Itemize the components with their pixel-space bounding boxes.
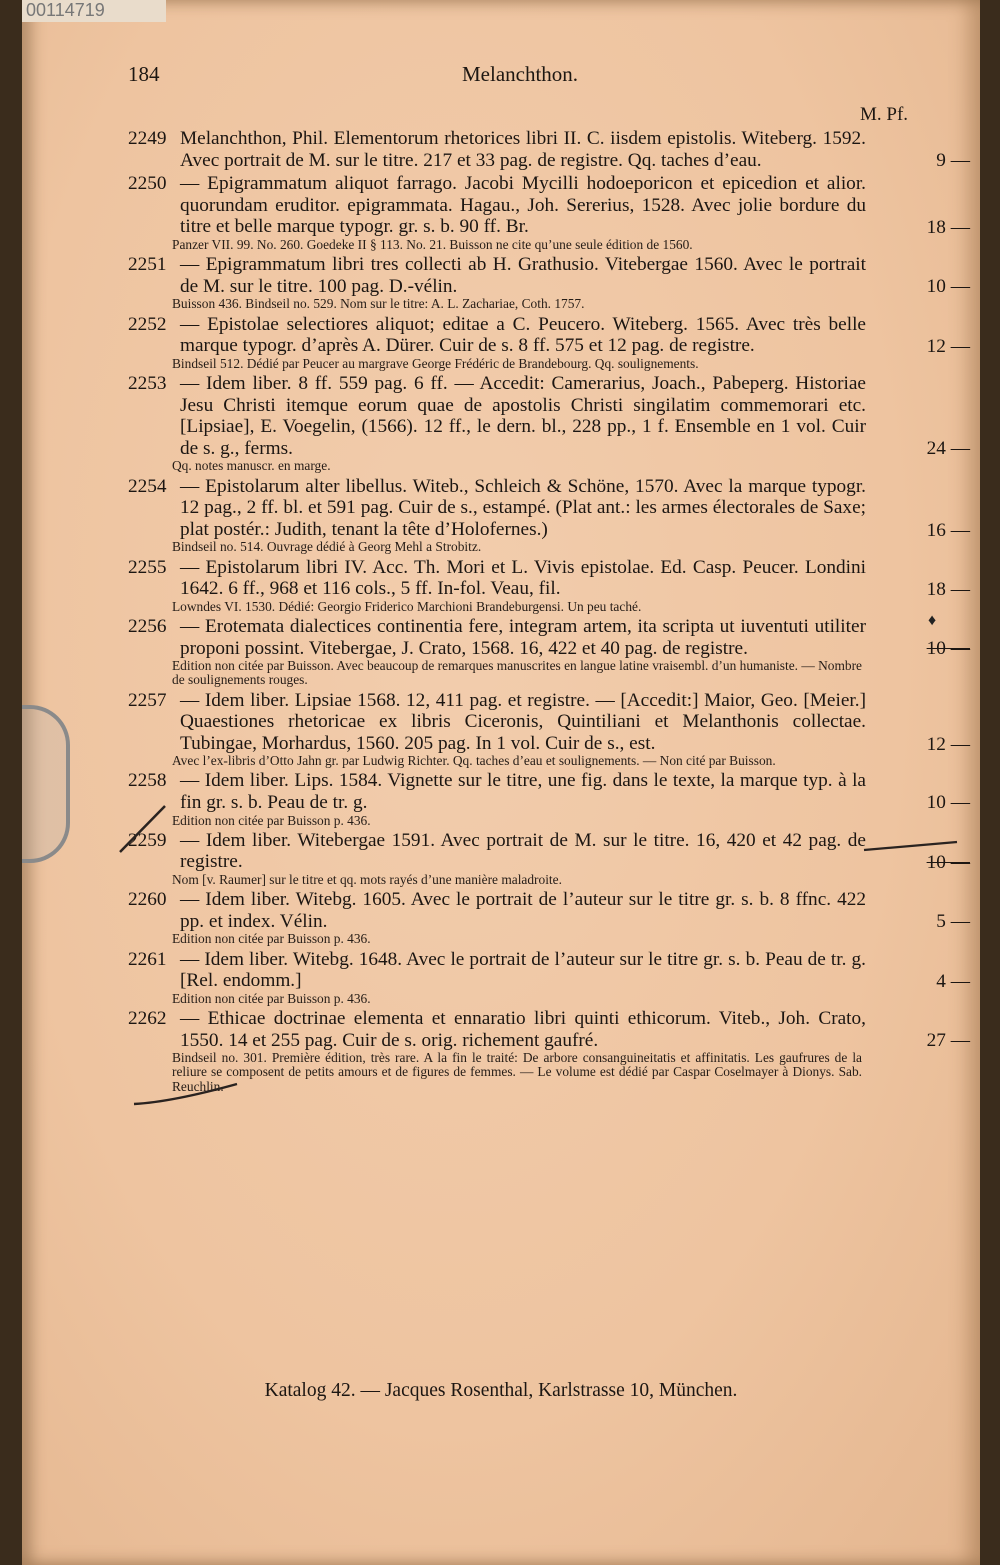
entry-price: 18 — — [926, 578, 970, 600]
entry-number: 2259 — [128, 829, 167, 851]
catalog-entry — [128, 373, 978, 474]
entry-note: Edition non citée par Buisson p. 436. — [172, 812, 371, 828]
price-column-header: M. Pf. — [860, 104, 909, 125]
entry-description: — Idem liber. Witebg. 1605. Avec le portrait de l’auteur sur le titre gr. s. b. 8 ffnc. 422 pp. et index. Vélin. — [180, 889, 866, 932]
catalog-entry — [128, 830, 978, 887]
entry-note: Bindseil no. 301. Première édition, très rare. A la fin le traité: De arbore consanguineitatis et affinitatis. Les gaufrures de la reliure se composent de petits amours et de figures de femmes. — Le volume est dédié par Caspar Coselmayer à Dionys. Sab. Reuchlin. — [172, 1050, 862, 1094]
entry-number: 2255 — [128, 556, 167, 578]
entry-note: Edition non citée par Buisson. Avec beaucoup de remarques manuscrites en langue latine vraisembl. d’un humaniste. — Nombre de soulignements rouges. — [172, 658, 862, 688]
entry-price: 4 — — [936, 970, 970, 992]
entry-note: Avec l’ex-libris d’Otto Jahn gr. par Ludwig Richter. Qq. taches d’eau et soulignements. — Non cité par Buisson. — [172, 753, 776, 769]
entry-price: 10 — — [926, 276, 970, 298]
entry-price: 5 — — [936, 911, 970, 933]
entry-description: — Idem liber. Lips. 1584. Vignette sur le titre, une fig. dans le texte, la marque typ. à la fin gr. s. b. Peau de tr. g. — [180, 770, 866, 814]
entry-price: 27 — — [926, 1030, 970, 1052]
entry-number: 2250 — [128, 173, 167, 195]
catalog-entry — [128, 1008, 978, 1094]
entry-note: Bindseil no. 514. Ouvrage dédié à Georg Mehl a Strobitz. — [172, 539, 482, 555]
entry-price: 16 — — [926, 519, 970, 541]
page-number: 184 — [128, 62, 160, 86]
catalog-footer: Katalog 42. — Jacques Rosenthal, Karlstrasse 10, München. — [264, 1380, 738, 1401]
entry-description: — Idem liber. Lipsiae 1568. 12, 411 pag. et registre. — [Accedit:] Maior, Geo. [Meier.] Quaestiones rhetoricae ex libris Ciceronis, Quintiliani et Melanthonis collectae. Tubingae, Morhardus, 1560. 205 pag. In 1 vol. Cuir de s., est. — [180, 689, 866, 754]
entry-description: — Epistolarum libri IV. Acc. Th. Mori et L. Vivis epistolae. Ed. Casp. Peucer. Londini 1642. 6 ff., 968 et 116 cols., 5 ff. In-fol. Veau, fil. — [180, 556, 866, 600]
entry-note: Buisson 436. Bindseil no. 529. Nom sur le titre: A. L. Zachariae, Coth. 1757. — [172, 296, 585, 312]
catalog-entries — [128, 128, 978, 1096]
catalog-entry — [128, 314, 978, 371]
pencil-mark-2259 — [132, 1080, 242, 1110]
entry-price: 12 — — [926, 335, 970, 357]
catalog-entry — [128, 949, 978, 1006]
entry-description: — Ethicae doctrinae elementa et ennaratio libri quinti ethicorum. Viteb., Joh. Crato, 1550. 14 et 255 pag. Cuir de s. orig. richement gaufré. — [180, 1008, 866, 1051]
catalog-entry — [128, 254, 978, 311]
entry-number: 2257 — [128, 689, 167, 711]
entry-price: 10 — — [926, 851, 970, 873]
entry-description: — Epistolarum alter libellus. Witeb., Schleich & Schöne, 1570. Avec la marque typogr. 12 pag., 2 ff. bl. et 591 pag. Cuir de s., estampé. (Plat ant.: les armes électorales de Saxe; plat postér.: Judith, tenant la tête d’Holofernes.) — [180, 475, 866, 540]
entry-note: Qq. notes manuscr. en marge. — [172, 458, 331, 474]
entry-note: Bindseil 512. Dédié par Peucer au margrave George Frédéric de Brandebourg. Qq. soulignements. — [172, 355, 699, 371]
scan-corner-label: 00114719 — [22, 0, 166, 22]
margin-mark-icon: ♦ — [928, 612, 937, 629]
entry-number: 2258 — [128, 770, 167, 792]
catalog-entry — [128, 770, 978, 827]
entry-number: 2251 — [128, 254, 167, 276]
entry-number: 2249 — [128, 128, 167, 149]
entry-price: 24 — — [926, 437, 970, 459]
entry-price: 10 — — [926, 792, 970, 814]
entry-number: 2254 — [128, 475, 167, 497]
entry-description: — Epistolae selectiores aliquot; editae a C. Peucero. Witeberg. 1565. Avec très belle marque typogr. d’après A. Dürer. Cuir de s. 8 ff. 575 et 12 pag. de registre. — [180, 313, 866, 357]
entry-price: 12 — — [926, 733, 970, 755]
entry-note: Edition non citée par Buisson p. 436. — [172, 931, 371, 947]
entry-number: 2256 — [128, 615, 167, 637]
catalog-entry — [128, 476, 978, 555]
entry-number: 2261 — [128, 948, 167, 970]
catalog-entry — [128, 173, 978, 252]
paper-clip-icon — [22, 705, 70, 863]
entry-description: Melanchthon, Phil. Elementorum rhetorices libri II. C. iisdem epistolis. Witeberg. 1592. Avec portrait de M. sur le titre. 217 et 33 pag. de registre. Qq. taches d’eau. — [180, 128, 866, 171]
entry-description: — Epigrammatum libri tres collecti ab H. Grathusio. Vitebergae 1560. Avec le portrait de M. sur le titre. 100 pag. D.-vélin. — [180, 254, 866, 297]
entry-note: Panzer VII. 99. No. 260. Goedeke II § 113. No. 21. Buisson ne cite qu’une seule édition de 1560. — [172, 236, 693, 252]
catalog-entry — [128, 616, 978, 688]
entry-description: — Idem liber. Witebg. 1648. Avec le portrait de l’auteur sur le titre gr. s. b. Peau de tr. g. [Rel. endomm.] — [180, 948, 866, 992]
entry-number: 2253 — [128, 372, 167, 394]
catalog-entry — [128, 889, 978, 946]
entry-number: 2260 — [128, 889, 167, 911]
entry-description: — Idem liber. Witebergae 1591. Avec portrait de M. sur le titre. 16, 420 et 42 pag. de registre. — [180, 829, 866, 873]
entry-note: Edition non citée par Buisson p. 436. — [172, 990, 371, 1006]
entry-description: — Idem liber. 8 ff. 559 pag. 6 ff. — Accedit: Camerarius, Joach., Pabeperg. Historiae Jesu Christi itemque eorum quae de apostolis Christi singilatim commemorari etc. [Lipsiae], E. Voegelin, (1566). 12 ff., le dern. bl., 228 pp., 1 f. Ensemble en 1 vol. Cuir de s. g., ferms. — [180, 372, 866, 459]
catalog-entry — [128, 128, 978, 171]
entry-number: 2252 — [128, 313, 167, 335]
entry-note: Nom [v. Raumer] sur le titre et qq. mots rayés d’une manière maladroite. — [172, 872, 562, 888]
entry-price: 9 — — [936, 150, 970, 171]
catalog-entry — [128, 557, 978, 614]
catalog-entry — [128, 690, 978, 769]
entry-description: — Epigrammatum aliquot farrago. Jacobi Mycilli hodoeporicon et epicedion et alior. quorundam eruditor. epigrammata. Hagau., Joh. Sererius, 1528. Avec jolie bordure du titre et belle marque typogr. gr. s. b. 90 ff. Br. — [180, 173, 866, 238]
entry-number: 2262 — [128, 1008, 167, 1030]
running-title: Melanchthon. — [462, 62, 579, 86]
page-header — [22, 62, 980, 96]
entry-price: 10 — — [926, 637, 970, 659]
entry-description: — Erotemata dialectices continentia fere, integram artem, ita scripta ut iuventuti utiliter proponi possint. Vitebergae, J. Crato, 1568. 16, 422 et 40 pag. de registre. — [180, 615, 866, 659]
pencil-slash-mark — [110, 800, 180, 860]
entry-price: 18 — — [926, 217, 970, 239]
entry-note: Lowndes VI. 1530. Dédié: Georgio Friderico Marchioni Brandeburgensi. Un peu taché. — [172, 598, 642, 614]
catalog-page — [22, 0, 980, 1565]
pencil-strike-2256 — [862, 838, 962, 858]
